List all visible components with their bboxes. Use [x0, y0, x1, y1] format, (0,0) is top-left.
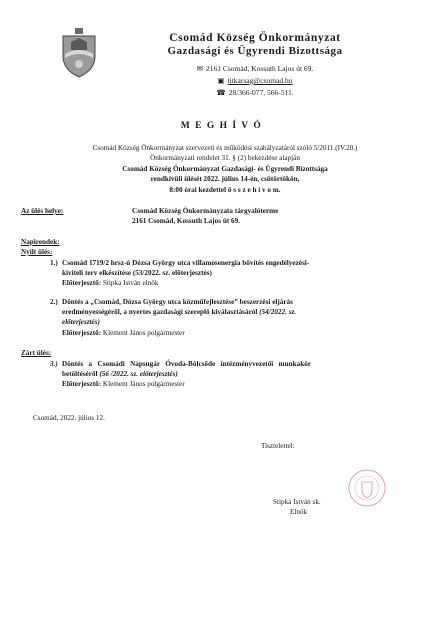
item-number: 1.)	[50, 259, 58, 267]
agenda-item: 1.) Csomád 1719/2 hrsz-ú Dózsa György utca villamosenergia bővítés engedélyezési- kiviteli terv elkészítése (53/2022. sz. előterjesztés) Előterjesztő: Stipka István elnök	[50, 259, 310, 288]
signature-role: Elnök	[290, 508, 308, 516]
org-name: Csomád Község Önkormányzat	[169, 32, 341, 44]
closed-session-label: Zárt ülés:	[21, 349, 52, 357]
agenda-item: 3.) Döntés a Csomádi Napsugár Óvoda-Bölcsőde intézményvezetői munkakör betöltéséről (56 /2022. sz. előterjesztés) Előterjesztő: Klement János polgármester	[50, 360, 312, 389]
intro-line: 8:00 órai kezdettel ö s s z e h í v o m.	[169, 185, 281, 194]
telephone-icon: ☎	[216, 88, 226, 97]
agenda-item: 2.) Döntés a „Csomád, Dózsa György utca közműfejlesztése” beszerzési eljárás eredményességéről, a nyertes gazdasági szereplő kiválasztásáról (54/2022. sz. előterjesztés) Előterjesztő: Klement János polgármester	[50, 298, 297, 337]
document-date: Csomád, 2022. július 12.	[33, 414, 105, 422]
signature-name: Stipka István sk.	[273, 498, 321, 506]
official-stamp	[347, 468, 387, 508]
document-title: M E G H Í V Ó	[180, 121, 263, 131]
intro-line: Csomád Község Önkormányzat Gazdasági- és Ügyrendi Bizottsága	[122, 164, 328, 173]
phone: 28/366-077, 566-511.	[228, 88, 294, 97]
open-session-label: Nyílt ülés:	[21, 248, 53, 256]
intro-line: rendkívüli ülését 2022. július 14-én, csütörtökön,	[150, 175, 300, 184]
intro-line: Csomád Község Önkormányzat szervezeti és működési szabályzatáról szóló 5/2011.(IV.20.)	[92, 144, 358, 152]
committee-name: Gazdasági és Ügyrendi Bizottsága	[167, 45, 343, 57]
coat-of-arms-logo	[59, 28, 99, 78]
intro-line: Önkormányzati rendelet 31. § (2) bekezdése alapján	[150, 154, 300, 163]
venue-line: Csomád Község Önkormányzata tárgyalóterme	[132, 207, 279, 215]
email-link[interactable]: titkarsag@csomad.hu	[227, 76, 293, 85]
computer-icon: ▣	[217, 76, 225, 85]
venue-line: 2161 Csomád, Kossuth Lajos út 69.	[132, 217, 241, 225]
venue-label: Az ülés helye:	[21, 207, 64, 215]
item-number: 3.)	[50, 360, 58, 368]
item-number: 2.)	[50, 298, 58, 306]
address: 2161 Csomád, Kossuth Lajos út 69.	[206, 64, 314, 73]
agenda-label: Napirendek:	[21, 238, 60, 246]
intro-block	[30, 143, 420, 195]
greeting: Tisztelettel:	[261, 442, 295, 450]
envelope-icon: ✉	[196, 64, 203, 73]
